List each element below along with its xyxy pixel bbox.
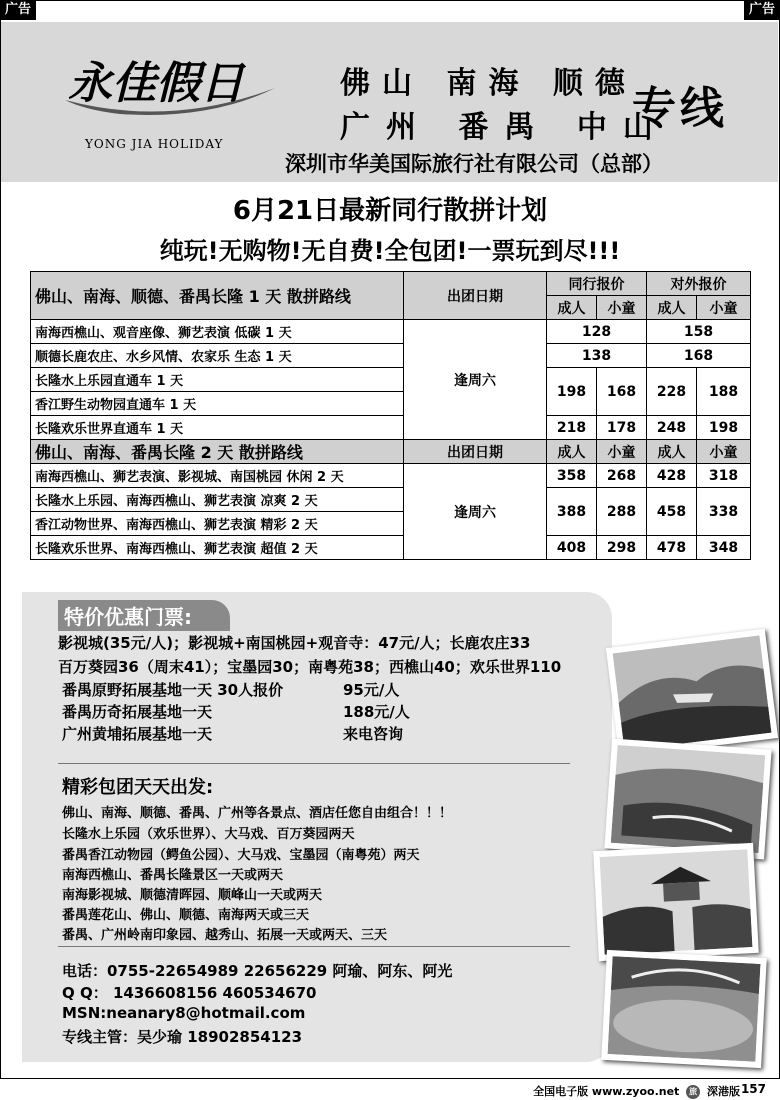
promo-item-name: 番禺历奇拓展基地一天 bbox=[62, 703, 213, 721]
public-adult-price: 478 bbox=[647, 536, 697, 560]
promo-line: 影视城(35元/人)；影视城+南国桃园+观音寺：47元/人；长鹿农庄33 bbox=[58, 634, 531, 652]
col-trade-header: 同行报价 bbox=[547, 272, 647, 296]
public-adult-price: 428 bbox=[647, 464, 697, 488]
promo-item-price: 来电咨询 bbox=[343, 725, 404, 743]
special-line-label: 专线 bbox=[632, 83, 728, 134]
cities-line-1: 佛山 南海 顺德 bbox=[340, 66, 637, 101]
col-child: 小童 bbox=[697, 296, 751, 320]
trade-adult-price: 198 bbox=[547, 368, 597, 416]
packages-title: 精彩包团天天出发: bbox=[62, 777, 214, 798]
route-name: 长隆欢乐世界、南海西樵山、狮艺表演 超值 2 天 bbox=[31, 536, 404, 560]
col-adult: 成人 bbox=[547, 296, 597, 320]
package-line: 佛山、南海、顺德、番禺、广州等各景点、酒店任您自由组合！！！ bbox=[62, 806, 453, 821]
divider bbox=[58, 946, 570, 947]
col-adult: 成人 bbox=[547, 440, 597, 464]
route-name: 南海西樵山、观音座像、狮艺表演 低碳 1 天 bbox=[31, 320, 404, 344]
package-line: 番禺香江动物园（鳄鱼公园）、大马戏、宝墨园（南粤苑）两天 bbox=[62, 848, 420, 863]
contact-phone: 电话：0755-22654989 22656229 阿瑜、阿东、阿光 bbox=[62, 962, 453, 980]
trade-child-price: 268 bbox=[597, 464, 647, 488]
public-price: 158 bbox=[647, 320, 751, 344]
public-adult-price: 248 bbox=[647, 416, 697, 440]
col-public-header: 对外报价 bbox=[647, 272, 751, 296]
contact-qq: Q Q： 1436608156 460534670 bbox=[62, 984, 317, 1002]
trade-child-price: 178 bbox=[597, 416, 647, 440]
col-child: 小童 bbox=[697, 440, 751, 464]
route-price-table bbox=[30, 271, 751, 560]
cities-line-2: 广州 番禺 中山 bbox=[340, 110, 669, 145]
col-adult: 成人 bbox=[647, 440, 697, 464]
company-name: 深圳市华美国际旅行社有限公司（总部） bbox=[285, 152, 663, 176]
logo-subtitle: YONG JIA HOLIDAY bbox=[85, 137, 224, 151]
route-name: 长隆欢乐世界直通车 1 天 bbox=[31, 416, 404, 440]
scenic-photo-valley bbox=[604, 739, 771, 860]
slogan: 纯玩!无购物!无自费!全包团!一票玩到尽!!! bbox=[159, 237, 621, 265]
package-line: 南海西樵山、番禺长隆景区一天或两天 bbox=[62, 868, 284, 883]
trade-child-price: 168 bbox=[597, 368, 647, 416]
divider bbox=[58, 763, 570, 764]
page-number: 157 bbox=[740, 1082, 766, 1096]
package-line: 番禺、广州岭南印象园、越秀山、拓展一天或两天、三天 bbox=[62, 928, 388, 943]
scenic-photo-waterpark bbox=[601, 950, 767, 1068]
public-child-price: 338 bbox=[697, 488, 751, 536]
public-child-price: 198 bbox=[697, 416, 751, 440]
route-name: 香江动物世界、南海西樵山、狮艺表演 精彩 2 天 bbox=[31, 512, 404, 536]
col-child: 小童 bbox=[597, 440, 647, 464]
promo-item-name: 番禺原野拓展基地一天 30人报价 bbox=[62, 681, 284, 699]
footer-edition: 深港版 bbox=[707, 1085, 740, 1098]
public-price: 168 bbox=[647, 344, 751, 368]
plan-title: 6月21日最新同行散拼计划 bbox=[232, 196, 548, 226]
package-line: 南海影视城、顺德清晖园、顺峰山一天或两天 bbox=[62, 888, 323, 903]
public-child-price: 188 bbox=[697, 368, 751, 416]
route-name: 南海西樵山、狮艺表演、影视城、南国桃园 休闲 2 天 bbox=[31, 464, 404, 488]
package-line: 番禺莲花山、佛山、顺德、南海两天或三天 bbox=[62, 908, 310, 923]
col-child: 小童 bbox=[597, 296, 647, 320]
trade-adult-price: 218 bbox=[547, 416, 597, 440]
col-date-header: 出团日期 bbox=[404, 440, 547, 464]
logo-text: 永佳假日 bbox=[68, 58, 244, 109]
col-date-header: 出团日期 bbox=[404, 272, 547, 320]
trade-adult-price: 408 bbox=[547, 536, 597, 560]
departure-day: 逢周六 bbox=[404, 464, 547, 560]
footer-info bbox=[533, 1083, 740, 1099]
trade-child-price: 288 bbox=[597, 488, 647, 536]
route-name: 香江野生动物园直通车 1 天 bbox=[31, 392, 404, 416]
promo-line: 百万葵园36（周末41）；宝墨园30；南粤苑38；西樵山40；欢乐世界110 bbox=[58, 658, 562, 676]
section1-title: 佛山、南海、顺德、番禺长隆 1 天 散拼路线 bbox=[31, 272, 404, 320]
ad-tag-left: 广告 bbox=[0, 0, 36, 20]
promo-item-price: 188元/人 bbox=[343, 703, 410, 721]
promo-heading: 特价优惠门票: bbox=[58, 600, 230, 631]
public-adult-price: 228 bbox=[647, 368, 697, 416]
public-adult-price: 458 bbox=[647, 488, 697, 536]
departure-day: 逢周六 bbox=[404, 320, 547, 440]
footer-badge-icon: 旅 bbox=[686, 1085, 700, 1099]
trade-price: 128 bbox=[547, 320, 647, 344]
public-child-price: 348 bbox=[697, 536, 751, 560]
col-adult: 成人 bbox=[647, 296, 697, 320]
trade-price: 138 bbox=[547, 344, 647, 368]
public-child-price: 318 bbox=[697, 464, 751, 488]
promo-item-price: 95元/人 bbox=[343, 681, 400, 699]
footer-website: 全国电子版 www.zyoo.net bbox=[533, 1085, 680, 1098]
trade-child-price: 298 bbox=[597, 536, 647, 560]
ad-tag-right: 广告 bbox=[744, 0, 780, 20]
route-name: 顺德长鹿农庄、水乡风情、农家乐 生态 1 天 bbox=[31, 344, 404, 368]
scenic-photo-mountain bbox=[606, 629, 778, 758]
section2-title: 佛山、南海、番禺长隆 2 天 散拼路线 bbox=[31, 440, 404, 464]
contact-manager: 专线主管：吴少瑜 18902854123 bbox=[62, 1028, 303, 1046]
promo-item-name: 广州黄埔拓展基地一天 bbox=[62, 725, 213, 743]
route-name: 长隆水上乐园直通车 1 天 bbox=[31, 368, 404, 392]
contact-msn: MSN:neanary8@hotmail.com bbox=[62, 1004, 306, 1022]
trade-adult-price: 358 bbox=[547, 464, 597, 488]
route-name: 长隆水上乐园、南海西樵山、狮艺表演 凉爽 2 天 bbox=[31, 488, 404, 512]
trade-adult-price: 388 bbox=[547, 488, 597, 536]
scenic-photo-pavilion bbox=[593, 843, 759, 961]
package-line: 长隆水上乐园（欢乐世界）、大马戏、百万葵园两天 bbox=[62, 827, 355, 842]
logo bbox=[60, 48, 280, 120]
